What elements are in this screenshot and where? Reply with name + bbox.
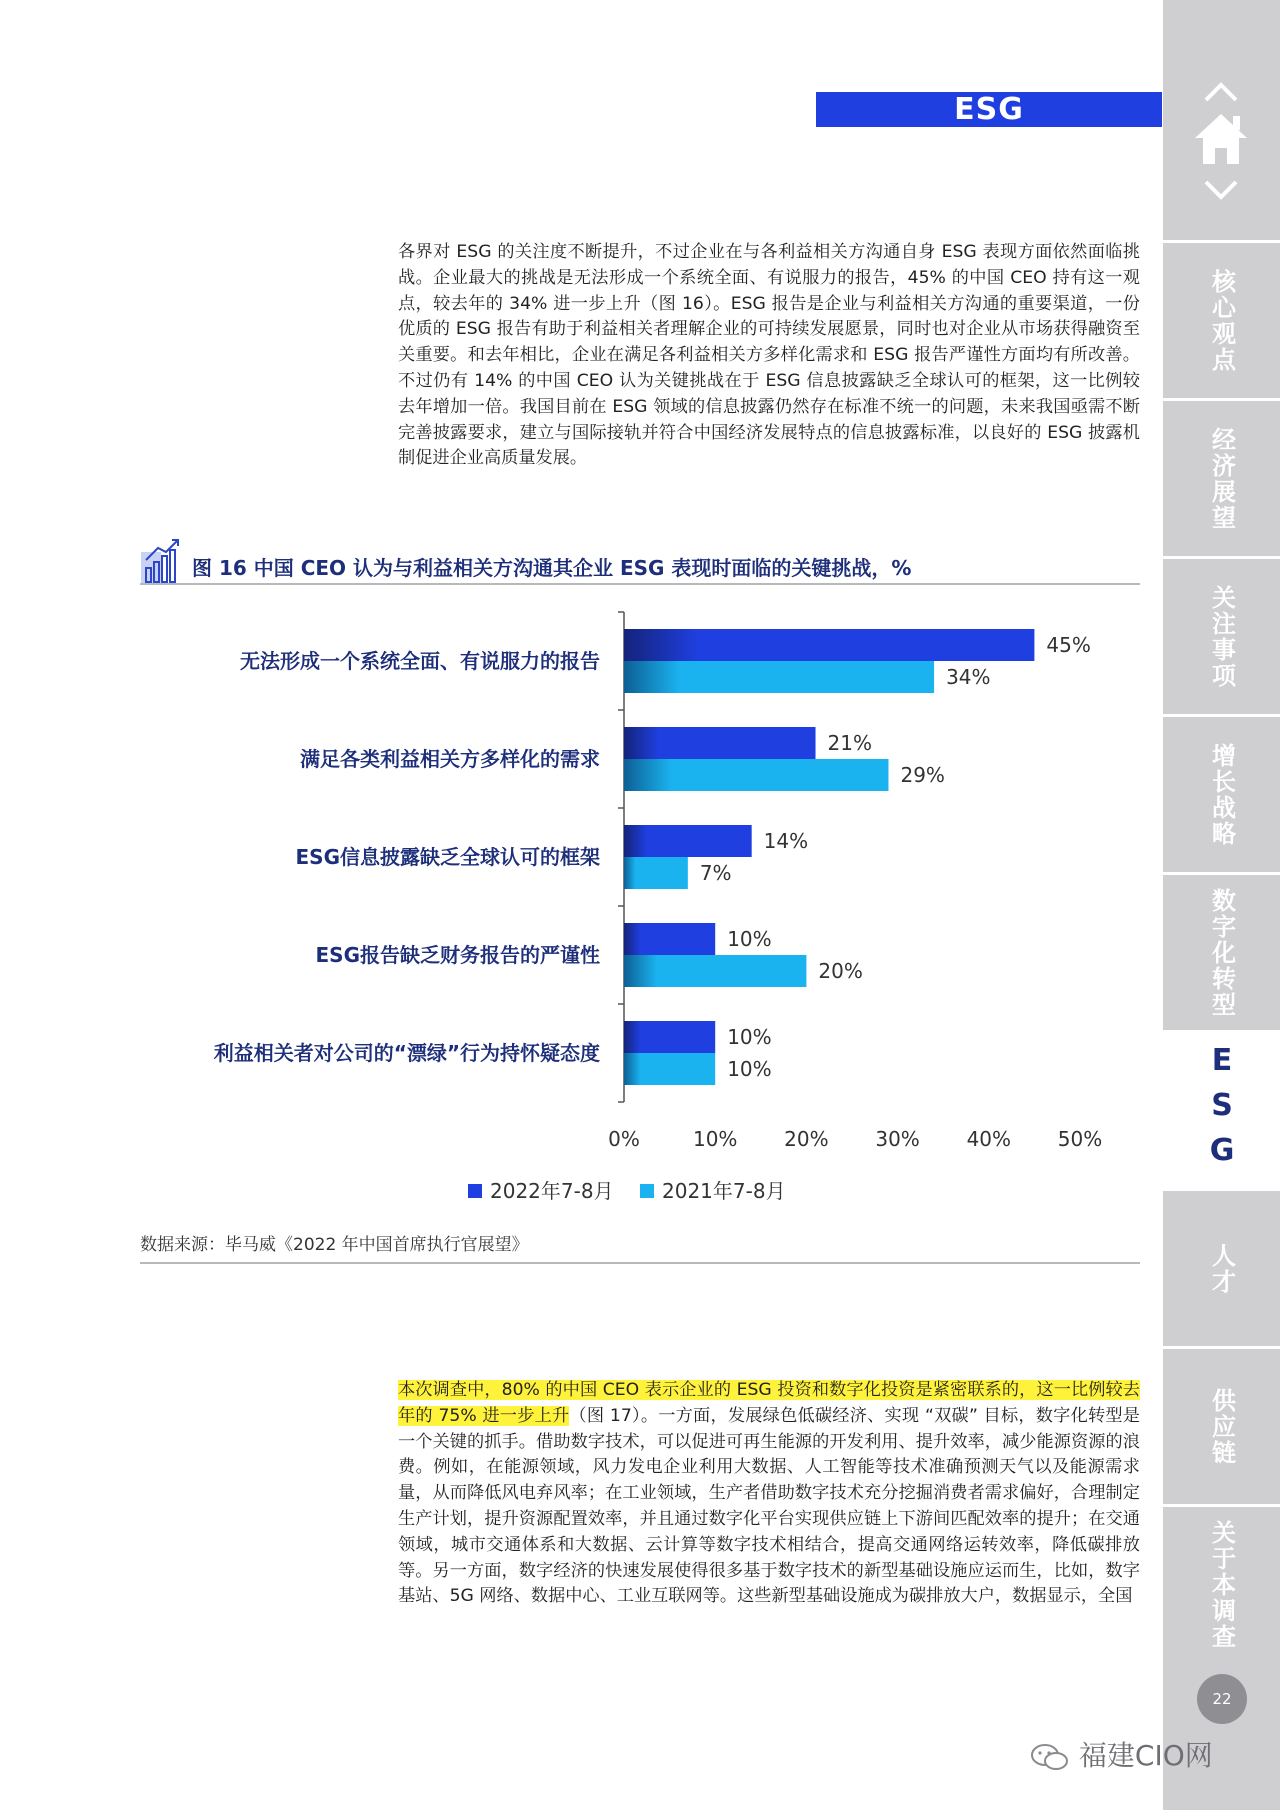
category-label: 无法形成一个系统全面、有说服力的报告 bbox=[240, 649, 600, 673]
bar-2021 bbox=[624, 1053, 715, 1085]
sidebar-nav-top bbox=[1163, 0, 1280, 240]
category-label: 利益相关者对公司的“漂绿”行为持怀疑态度 bbox=[213, 1041, 600, 1065]
sidebar-item-label: 关注事项 bbox=[1207, 584, 1236, 689]
bar-2021 bbox=[624, 857, 688, 889]
chevron-up-icon[interactable] bbox=[1203, 80, 1239, 104]
watermark-text: 福建CIO网 bbox=[1078, 1739, 1213, 1772]
data-label: 14% bbox=[763, 829, 809, 853]
figure-header bbox=[140, 538, 1140, 586]
bar-2022 bbox=[624, 825, 752, 857]
data-label: 45% bbox=[1046, 633, 1091, 657]
sidebar-item-label: 数字化转型 bbox=[1207, 887, 1236, 1018]
bar-2022 bbox=[624, 727, 816, 759]
data-label: 20% bbox=[818, 959, 863, 983]
data-label: 21% bbox=[827, 731, 872, 755]
data-label: 10% bbox=[727, 927, 772, 951]
chevron-down-icon[interactable] bbox=[1203, 178, 1239, 202]
sidebar-item-label: 供应链 bbox=[1207, 1387, 1236, 1466]
x-tick-label: 10% bbox=[692, 1127, 738, 1151]
legend-swatch bbox=[468, 1184, 482, 1198]
page-number: 22 bbox=[1197, 1674, 1247, 1724]
highlighted-text: 本次调查中，80% 的中国 CEO 表示企业的 ESG 投资和数字化投资是紧密联系的，这一比例较去年的 75% 进一步上升 bbox=[398, 1380, 1140, 1426]
x-tick-label: 40% bbox=[966, 1127, 1012, 1151]
bar-2022 bbox=[624, 1021, 715, 1053]
data-label: 10% bbox=[727, 1057, 772, 1081]
sidebar-item-economic-outlook[interactable] bbox=[1163, 398, 1280, 556]
wechat-icon bbox=[1030, 1742, 1070, 1772]
sidebar-item-about-survey[interactable] bbox=[1163, 1504, 1280, 1662]
sidebar-item-supply-chain[interactable] bbox=[1163, 1346, 1280, 1504]
sidebar-item-label: 经济展望 bbox=[1207, 426, 1236, 531]
category-label: ESG报告缺乏财务报告的严谨性 bbox=[315, 943, 600, 967]
section-banner: ESG bbox=[816, 92, 1162, 127]
bar-chart bbox=[140, 600, 1140, 1200]
figure-bottom-rule bbox=[140, 1262, 1140, 1264]
x-tick-label: 20% bbox=[784, 1127, 829, 1151]
sidebar-item-digital-transformation[interactable] bbox=[1163, 872, 1280, 1030]
body-paragraph-2 bbox=[398, 1378, 1140, 1610]
bar-2021 bbox=[624, 759, 888, 791]
data-label: 34% bbox=[946, 665, 991, 689]
data-label: 10% bbox=[727, 1025, 772, 1049]
data-source-note: 数据来源：毕马威《2022 年中国首席执行官展望》 bbox=[140, 1235, 529, 1255]
sidebar-item-label: 关于本调查 bbox=[1207, 1519, 1236, 1650]
figure-title: 图 16 中国 CEO 认为与利益相关方沟通其企业 ESG 表现时面临的关键挑战，% bbox=[192, 556, 912, 580]
legend-label: 2022年7-8月 bbox=[490, 1179, 614, 1200]
sidebar-item-talent[interactable] bbox=[1163, 1188, 1280, 1346]
bar-2022 bbox=[624, 923, 715, 955]
sidebar-item-label: ESG bbox=[1204, 1043, 1240, 1178]
home-icon[interactable] bbox=[1193, 110, 1249, 166]
paragraph-text: （图 17）。一方面，发展绿色低碳经济、实现 “双碳” 目标，数字化转型是一个关键的抓手。借助数字技术，可以促进可再生能源的开发利用、提升效率，减少能源资源的浪费。例如，在能源领域，风力发电企业利用大数据、人工智能等技术准确预测天气以及能源需求量，从而降低风电弃风率；在工业领域，生产者借助数字技术充分挖掘消费者需求偏好，合理制定生产计划，提升资源配置效率，并且通过数字化平台实现供应链上下游间匹配效率的提升；在交通领域，城市交通体系和大数据、云计算等数字技术相结合，提高交通网络运转效率，降低碳排放等。另一方面，数字经济的快速发展使得很多基于数字技术的新型基础设施应运而生，比如，数字基站、5G 网络、数据中心、工业互联网等。这些新型基础设施成为碳排放大户，数据显示，全国 bbox=[398, 1405, 1140, 1607]
watermark bbox=[1030, 1734, 1213, 1774]
sidebar-item-label: 核心观点 bbox=[1207, 268, 1236, 373]
section-sidebar bbox=[1163, 0, 1280, 1810]
legend-label: 2021年7-8月 bbox=[662, 1179, 786, 1200]
x-tick-label: 30% bbox=[875, 1127, 920, 1151]
legend-swatch bbox=[640, 1184, 654, 1198]
category-label: 满足各类利益相关方多样化的需求 bbox=[300, 747, 600, 771]
data-label: 7% bbox=[699, 861, 732, 885]
data-label: 29% bbox=[900, 763, 945, 787]
bar-2021 bbox=[624, 955, 806, 987]
x-tick-label: 0% bbox=[608, 1127, 640, 1151]
bar-2022 bbox=[624, 629, 1034, 661]
sidebar-item-concerns[interactable] bbox=[1163, 556, 1280, 714]
category-label: ESG信息披露缺乏全球认可的框架 bbox=[295, 845, 600, 869]
bar-chart-icon bbox=[140, 538, 190, 586]
sidebar-item-core-views[interactable] bbox=[1163, 240, 1280, 398]
figure-top-rule bbox=[140, 583, 1140, 585]
body-paragraph-1: 各界对 ESG 的关注度不断提升，不过企业在与各利益相关方沟通自身 ESG 表现方面依然面临挑战。企业最大的挑战是无法形成一个系统全面、有说服力的报告，45% 的中国 CEO 持有这一观点，较去年的 34% 进一步上升（图 16）。ESG 报告是企业与利益相关方沟通的重要渠道，一份优质的 ESG 报告有助于利益相关者理解企业的可持续发展愿景，同时也对企业从市场获得融资至关重要。和去年相比，企业在满足各利益相关方多样化需求和 ESG 报告严谨性方面均有所改善。不过仍有 14% 的中国 CEO 认为关键挑战在于 ESG 信息披露缺乏全球认可的框架，这一比例较去年增加一倍。我国目前在 ESG 领域的信息披露仍然存在标准不统一的问题，未来我国亟需不断完善披露要求，建立与国际接轨并符合中国经济发展特点的信息披露标准，以良好的 ESG 披露机制促进企业高质量发展。 bbox=[398, 242, 1140, 469]
sidebar-item-esg[interactable] bbox=[1163, 1030, 1280, 1188]
sidebar-item-label: 人才 bbox=[1207, 1242, 1236, 1295]
x-tick-label: 50% bbox=[1057, 1127, 1103, 1151]
sidebar-item-growth-strategy[interactable] bbox=[1163, 714, 1280, 872]
bar-2021 bbox=[624, 661, 934, 693]
sidebar-item-label: 增长战略 bbox=[1207, 742, 1236, 847]
